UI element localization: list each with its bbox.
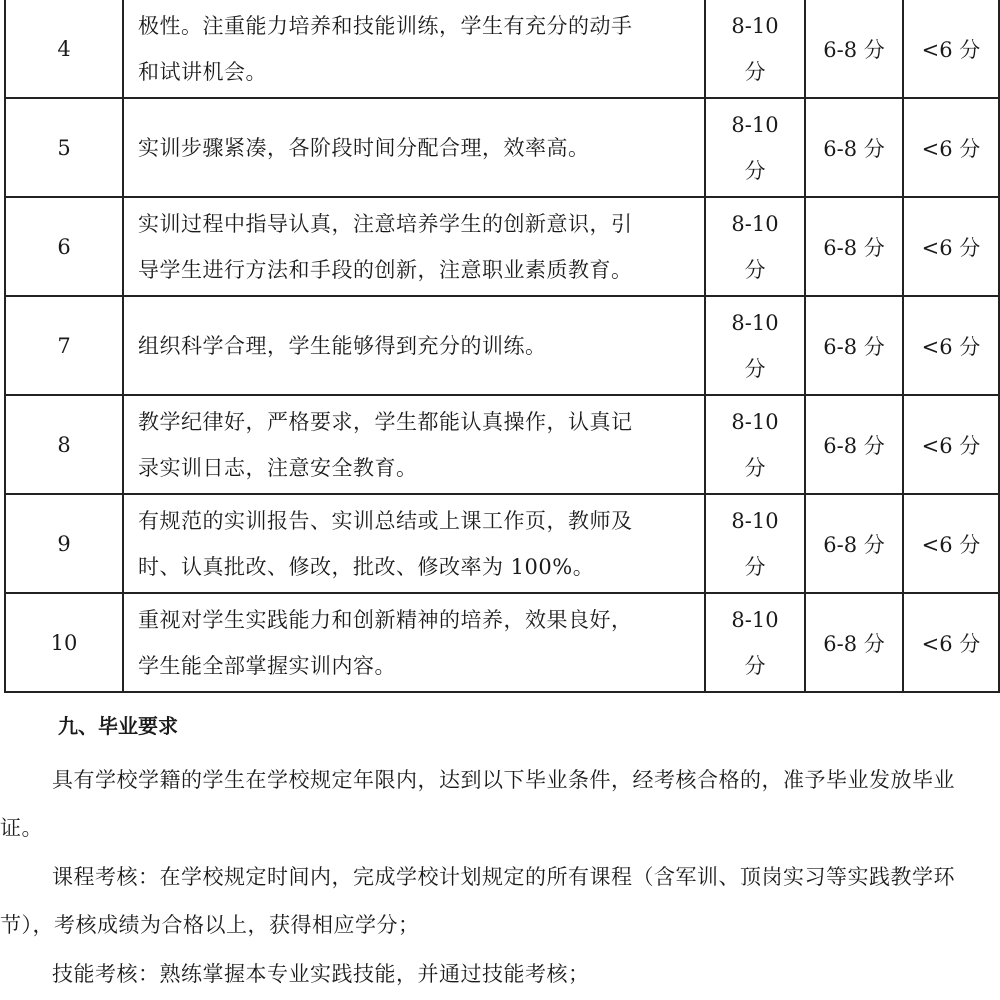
table-row: [5, 98, 999, 197]
score-excellent-line: 8-10: [731, 508, 779, 533]
description-line: 实训步骤紧凑，各阶段时间分配合理，效率高。: [138, 135, 590, 160]
row-description: [123, 0, 705, 98]
scoring-table-body: [5, 0, 999, 692]
row-description: [123, 395, 705, 494]
score-excellent-line: 分: [744, 554, 766, 579]
score-excellent-line: 8-10: [731, 112, 779, 137]
score-poor: <6 分: [903, 197, 999, 296]
score-good: 6-8 分: [805, 593, 903, 692]
score-excellent-line: 8-10: [731, 211, 779, 236]
row-description: [123, 98, 705, 197]
description-line: 重视对学生实践能力和创新精神的培养，效果良好，: [138, 607, 633, 632]
score-excellent: [705, 296, 805, 395]
description-line: 学生能全部掌握实训内容。: [138, 653, 396, 678]
description-line: 录实训日志，注意安全教育。: [138, 455, 418, 480]
score-good: 6-8 分: [805, 98, 903, 197]
score-excellent-line: 8-10: [731, 13, 779, 38]
score-excellent-line: 分: [744, 59, 766, 84]
row-number: 6: [5, 197, 123, 296]
score-excellent: [705, 593, 805, 692]
description-line: 和试讲机会。: [138, 59, 267, 84]
row-number: 7: [5, 296, 123, 395]
scoring-table: [4, 0, 1000, 693]
score-excellent-line: 分: [744, 653, 766, 678]
row-number: 4: [5, 0, 123, 98]
score-excellent-line: 8-10: [731, 607, 779, 632]
table-row: [5, 197, 999, 296]
row-description: [123, 593, 705, 692]
score-excellent: [705, 98, 805, 197]
score-poor: <6 分: [903, 296, 999, 395]
description-line: 极性。注重能力培养和技能训练，学生有充分的动手: [138, 13, 633, 38]
score-poor: <6 分: [903, 0, 999, 98]
paragraph-course-assessment: 课程考核：在学校规定时间内，完成学校计划规定的所有课程（含军训、顶岗实习等实践教学环节），考核成绩为合格以上，获得相应学分；: [0, 865, 955, 937]
score-excellent-line: 8-10: [731, 409, 779, 434]
description-line: 实训过程中指导认真，注意培养学生的创新意识，引: [138, 211, 633, 236]
table-row: [5, 0, 999, 98]
row-number: 10: [5, 593, 123, 692]
table-row: [5, 593, 999, 692]
score-excellent: [705, 197, 805, 296]
row-description: [123, 494, 705, 593]
description-line: 导学生进行方法和手段的创新，注意职业素质教育。: [138, 257, 633, 282]
score-excellent-line: 分: [744, 356, 766, 381]
paragraph-graduation-conditions: 具有学校学籍的学生在学校规定年限内，达到以下毕业条件，经考核合格的，准予毕业发放毕业证。: [0, 768, 955, 840]
score-excellent-line: 分: [744, 455, 766, 480]
description-line: 有规范的实训报告、实训总结或上课工作页，教师及: [138, 508, 633, 533]
table-row: [5, 395, 999, 494]
score-good: 6-8 分: [805, 197, 903, 296]
description-line: 组织科学合理，学生能够得到充分的训练。: [138, 333, 547, 358]
score-good: 6-8 分: [805, 494, 903, 593]
score-good: 6-8 分: [805, 395, 903, 494]
row-number: 8: [5, 395, 123, 494]
row-description: [123, 296, 705, 395]
score-excellent-line: 分: [744, 158, 766, 183]
score-poor: <6 分: [903, 593, 999, 692]
score-good: 6-8 分: [805, 296, 903, 395]
table-row: [5, 494, 999, 593]
score-excellent: [705, 0, 805, 98]
row-description: [123, 197, 705, 296]
table-row: [5, 296, 999, 395]
score-excellent: [705, 494, 805, 593]
score-poor: <6 分: [903, 395, 999, 494]
row-number: 5: [5, 98, 123, 197]
section-title: 九、毕业要求: [58, 714, 178, 738]
row-number: 9: [5, 494, 123, 593]
description-line: 时、认真批改、修改，批改、修改率为 100%。: [138, 554, 595, 579]
paragraph-skill-assessment: 技能考核：熟练掌握本专业实践技能，并通过技能考核；: [52, 962, 590, 986]
score-good: 6-8 分: [805, 0, 903, 98]
score-poor: <6 分: [903, 98, 999, 197]
score-excellent-line: 分: [744, 257, 766, 282]
score-poor: <6 分: [903, 494, 999, 593]
description-line: 教学纪律好，严格要求，学生都能认真操作，认真记: [138, 409, 633, 434]
score-excellent-line: 8-10: [731, 310, 779, 335]
score-excellent: [705, 395, 805, 494]
